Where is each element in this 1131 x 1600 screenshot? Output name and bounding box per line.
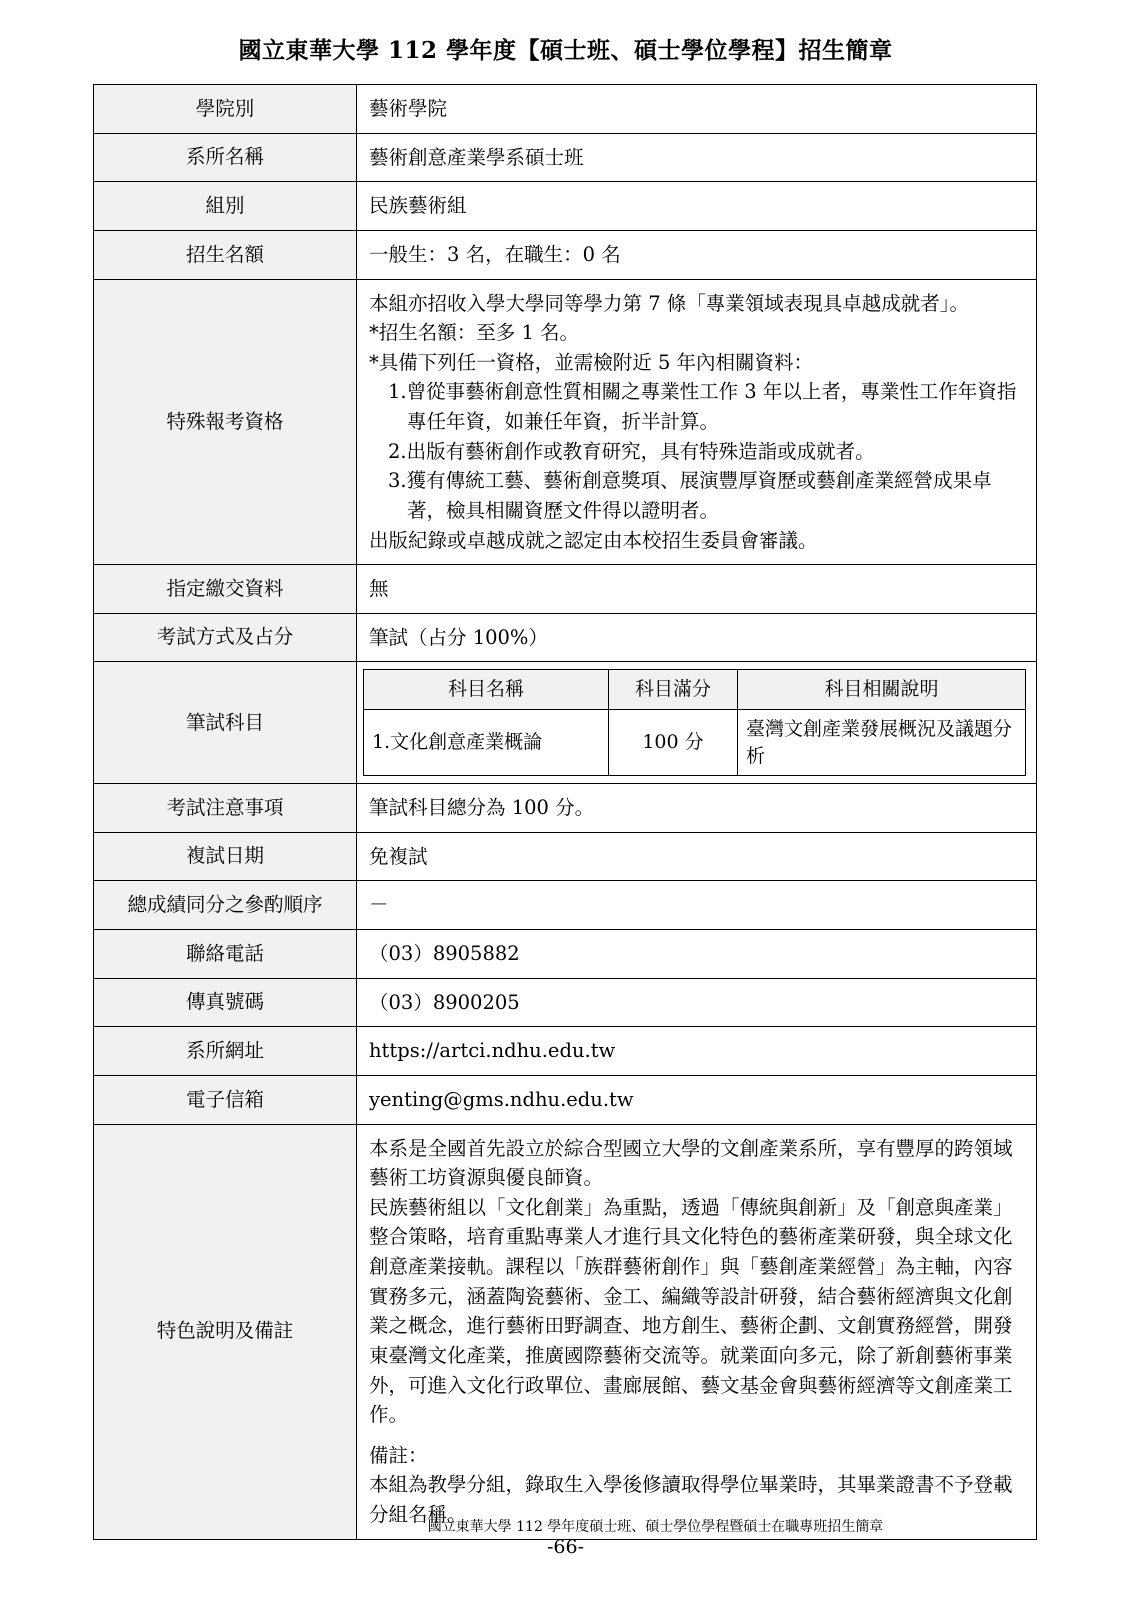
subject-col-header-score: 科目滿分: [609, 670, 738, 710]
row-label-college: 學院別: [94, 85, 357, 134]
row-label-required-documents: 指定繳交資料: [94, 565, 357, 614]
feature-paragraph: 本系是全國首先設立於綜合型國立大學的文創產業系所，享有豐厚的跨領域藝術工坊資源與優良師資。: [369, 1136, 1013, 1190]
qualification-line: 本組亦招收入學大學同等學力第 7 條「專業領域表現具卓越成就者」。: [369, 291, 970, 315]
qualification-line: 出版紀錄或卓越成就之認定由本校招生委員會審議。: [369, 528, 818, 552]
row-value-tiebreak-order: －: [357, 881, 1037, 930]
row-value-exam-method: 筆試（占分 100%）: [357, 613, 1037, 662]
row-label-tiebreak-order: 總成績同分之參酌順序: [94, 881, 357, 930]
table-row-department: [94, 133, 1037, 182]
row-label-email: 電子信箱: [94, 1075, 357, 1124]
row-value-email[interactable]: yenting@gms.ndhu.edu.tw: [357, 1075, 1037, 1124]
row-value-required-documents: 無: [357, 565, 1037, 614]
row-value-group: 民族藝術組: [357, 182, 1037, 231]
subject-score: 100 分: [609, 709, 738, 775]
row-label-department: 系所名稱: [94, 133, 357, 182]
row-label-quota: 招生名額: [94, 230, 357, 279]
row-label-website: 系所網址: [94, 1027, 357, 1076]
row-value-quota: 一般生：3 名，在職生：0 名: [357, 230, 1037, 279]
row-value-department: 藝術創意產業學系碩士班: [357, 133, 1037, 182]
subject-col-header-description: 科目相關說明: [738, 670, 1026, 710]
subject-row: [364, 709, 1026, 775]
row-value-college: 藝術學院: [357, 85, 1037, 134]
row-label-group: 組別: [94, 182, 357, 231]
table-row-quota: [94, 230, 1037, 279]
footer-note: 國立東華大學 112 學年度碩士班、碩士學位學程暨碩士在職專班招生簡章: [427, 1519, 884, 1535]
table-row-exam-notes: [94, 784, 1037, 833]
page-number: -66-: [546, 1536, 585, 1558]
table-row-phone: [94, 930, 1037, 979]
row-value-special-qualification: [357, 279, 1037, 565]
row-label-fax: 傳真號碼: [94, 978, 357, 1027]
qualification-line: *招生名額：至多 1 名。: [369, 321, 580, 345]
table-row-website: [94, 1027, 1037, 1076]
paragraph-spacer: [369, 1430, 1028, 1441]
row-value-second-stage-date: 免複試: [357, 832, 1037, 881]
table-row-email: [94, 1075, 1037, 1124]
row-value-phone: （03）8905882: [357, 930, 1037, 979]
row-label-exam-method: 考試方式及占分: [94, 613, 357, 662]
subject-header-row: [364, 670, 1026, 710]
row-label-phone: 聯絡電話: [94, 930, 357, 979]
subject-col-header-name: 科目名稱: [364, 670, 609, 710]
feature-paragraph: 民族藝術組以「文化創業」為重點，透過「傳統與創新」及「創意與產業」整合策略，培育重點專業人才進行具文化特色的藝術產業研發，與全球文化創意產業接軌。課程以「族群藝術創作」與「藝創產業經營」為主軸，內容實務多元，涵蓋陶瓷藝術、金工、編織等設計研發，結合藝術經濟與文化創業之概念，進行藝術田野調查、地方創生、藝術企劃、文創實務經營，開發東臺灣文化產業，推廣國際藝術交流等。就業面向多元，除了新創藝術事業外，可進入文化行政單位、畫廊展館、藝文基金會與藝術經濟等文創產業工作。: [369, 1195, 1013, 1427]
row-label-second-stage-date: 複試日期: [94, 832, 357, 881]
subject-name: 1.文化創意產業概論: [364, 709, 609, 775]
written-subjects-table: [363, 669, 1026, 776]
table-row-features: [94, 1124, 1037, 1539]
table-row-tiebreak-order: [94, 881, 1037, 930]
qualification-line: 1.曾從事藝術創意性質相關之專業性工作 3 年以上者，專業性工作年資指專任年資，如兼任年資，折半計算。: [388, 380, 1017, 433]
row-label-features: 特色說明及備註: [94, 1124, 357, 1539]
admission-info-table: [93, 84, 1037, 1540]
row-label-exam-notes: 考試注意事項: [94, 784, 357, 833]
row-value-fax: （03）8900205: [357, 978, 1037, 1027]
table-row-group: [94, 182, 1037, 231]
table-row-written-subjects: [94, 662, 1037, 784]
row-value-written-subjects: [357, 662, 1037, 784]
row-label-written-subjects: 筆試科目: [94, 662, 357, 784]
row-label-special-qualification: 特殊報考資格: [94, 279, 357, 565]
remark-label: 備註：: [369, 1443, 428, 1467]
table-row-second-stage-date: [94, 832, 1037, 881]
table-row-fax: [94, 978, 1037, 1027]
row-value-features: [357, 1124, 1037, 1539]
row-value-exam-notes: 筆試科目總分為 100 分。: [357, 784, 1037, 833]
qualification-line: *具備下列任一資格，並需檢附近 5 年內相關資料：: [369, 350, 814, 374]
table-row-exam-method: [94, 613, 1037, 662]
remark-text: 本組為教學分組，錄取生入學後修讀取得學位畢業時，其畢業證書不予登載分組名稱。: [369, 1473, 1013, 1527]
table-row-required-documents: [94, 565, 1037, 614]
subject-description: 臺灣文創產業發展概況及議題分析: [738, 709, 1026, 775]
row-value-website[interactable]: https://artci.ndhu.edu.tw: [357, 1027, 1037, 1076]
page-title: 國立東華大學 112 學年度【碩士班、碩士學位學程】招生簡章: [238, 37, 893, 64]
table-row-college: [94, 85, 1037, 134]
table-row-special-qualification: [94, 279, 1037, 565]
qualification-line: 3.獲有傳統工藝、藝術創意獎項、展演豐厚資歷或藝創產業經營成果卓著，檢具相關資歷文件得以證明者。: [388, 469, 992, 522]
qualification-line: 2.出版有藝術創作或教育研究，具有特殊造詣或成就者。: [388, 439, 875, 463]
